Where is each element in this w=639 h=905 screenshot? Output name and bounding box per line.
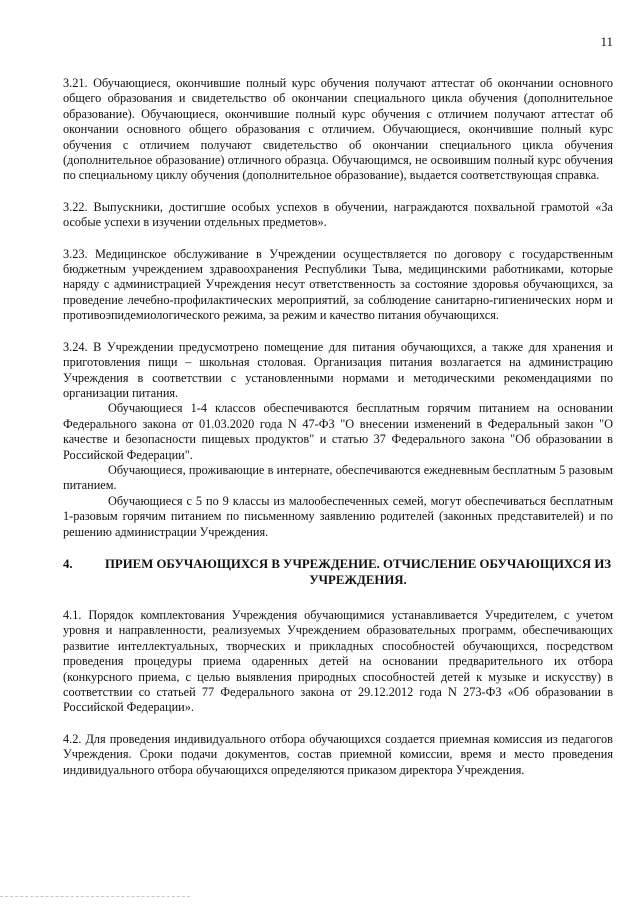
paragraph-3-24: 3.24. В Учреждении предусмотрено помещение для питания обучающихся, а также для хранения и приготовления пищи – школьная столовая. Организация питания возлагается на администрацию Учреждения в соответствии с установленными нормами и методическими рекомендациями по организации питания.	[63, 339, 613, 400]
paragraph-3-24-free-meals: Обучающиеся 1-4 классов обеспечиваются бесплатным горячим питанием на основании Федерального закона от 01.03.2020 года N 47-ФЗ "О внесении изменений в Федеральный закон "О качестве и безопасности пищевых продуктов" и статью 37 Федерального закона "Об образовании в Российской Федерации".	[63, 401, 613, 462]
paragraph-3-21: 3.21. Обучающиеся, окончившие полный курс обучения получают аттестат об окончании основного общего образования и свидетельство об окончании специального цикла обучения (дополнительное образование). Обучающиеся, окончившие полный курс обучения с отличием получают аттестат об окончании основного общего образования с отличием. Обучающиеся, окончившие полный курс обучения с отличием получают свидетельство об окончании специального цикла обучения (дополнительное образование) отличного образца. Обучающимся, не освоившим полный курс обучения по специальному циклу обучения (дополнительное образование), выдается соответствующая справка.	[63, 76, 613, 183]
paragraph-3-23: 3.23. Медицинское обслуживание в Учреждении осуществляется по договору с государственным бюджетным учреждением здравоохранения Республики Тыва, медицинскими работниками, которые наряду с администрацией Учреждения несут ответственность за состояние здоровья обучающихся, за проведение лечебно-профилактических мероприятий, за соблюдение санитарно-гигиенических норм и противоэпидемиологического режима, за режим и качество питания обучающихся.	[63, 246, 613, 323]
section-title: ПРИЕМ ОБУЧАЮЩИХСЯ В УЧРЕЖДЕНИЕ. ОТЧИСЛЕНИЕ ОБУЧАЮЩИХСЯ ИЗ УЧРЕЖДЕНИЯ.	[104, 556, 612, 587]
document-body	[63, 76, 613, 794]
paragraph-3-22: 3.22. Выпускники, достигшие особых успехов в обучении, награждаются похвальной грамотой «За особые успехи в изучении отдельных предметов».	[63, 199, 613, 230]
paragraph-3-24-low-income: Обучающиеся с 5 по 9 классы из малообеспеченных семей, могут обеспечиваться бесплатным 1-разовым горячим питанием по письменному заявлению родителей (законных представителей) и по решению администрации Учреждения.	[63, 493, 613, 539]
paragraph-4-2: 4.2. Для проведения индивидуального отбора обучающихся создается приемная комиссия из педагогов Учреждения. Сроки подачи документов, состав приемной комиссии, время и место проведения индивидуального отбора обучающихся определяются приказом директора Учреждения.	[63, 731, 613, 777]
paragraph-4-1: 4.1. Порядок комплектования Учреждения обучающимися устанавливается Учредителем, с учетом уровня и направленности, реализуемых Учреждением образовательных программ, обеспечивающих развитие интеллектуальных, творческих и прикладных способностей обучающихся, посредством проведения процедуры приема одаренных детей на основании предварительного их отбора (конкурсного приема, с целью выявления природных способностей детей к музыке и искусству) в соответствии со статьей 77 Федерального закона от 29.12.2012 года N 273-ФЗ «Об образовании в Российской Федерации».	[63, 607, 613, 715]
section-4-heading	[63, 556, 613, 588]
section-number: 4.	[63, 556, 73, 571]
page-number: 11	[600, 34, 613, 49]
scan-artifact-line	[0, 896, 190, 897]
paragraph-3-24-boarding: Обучающиеся, проживающие в интернате, обеспечиваются ежедневным бесплатным 5 разовым питанием.	[63, 462, 613, 493]
